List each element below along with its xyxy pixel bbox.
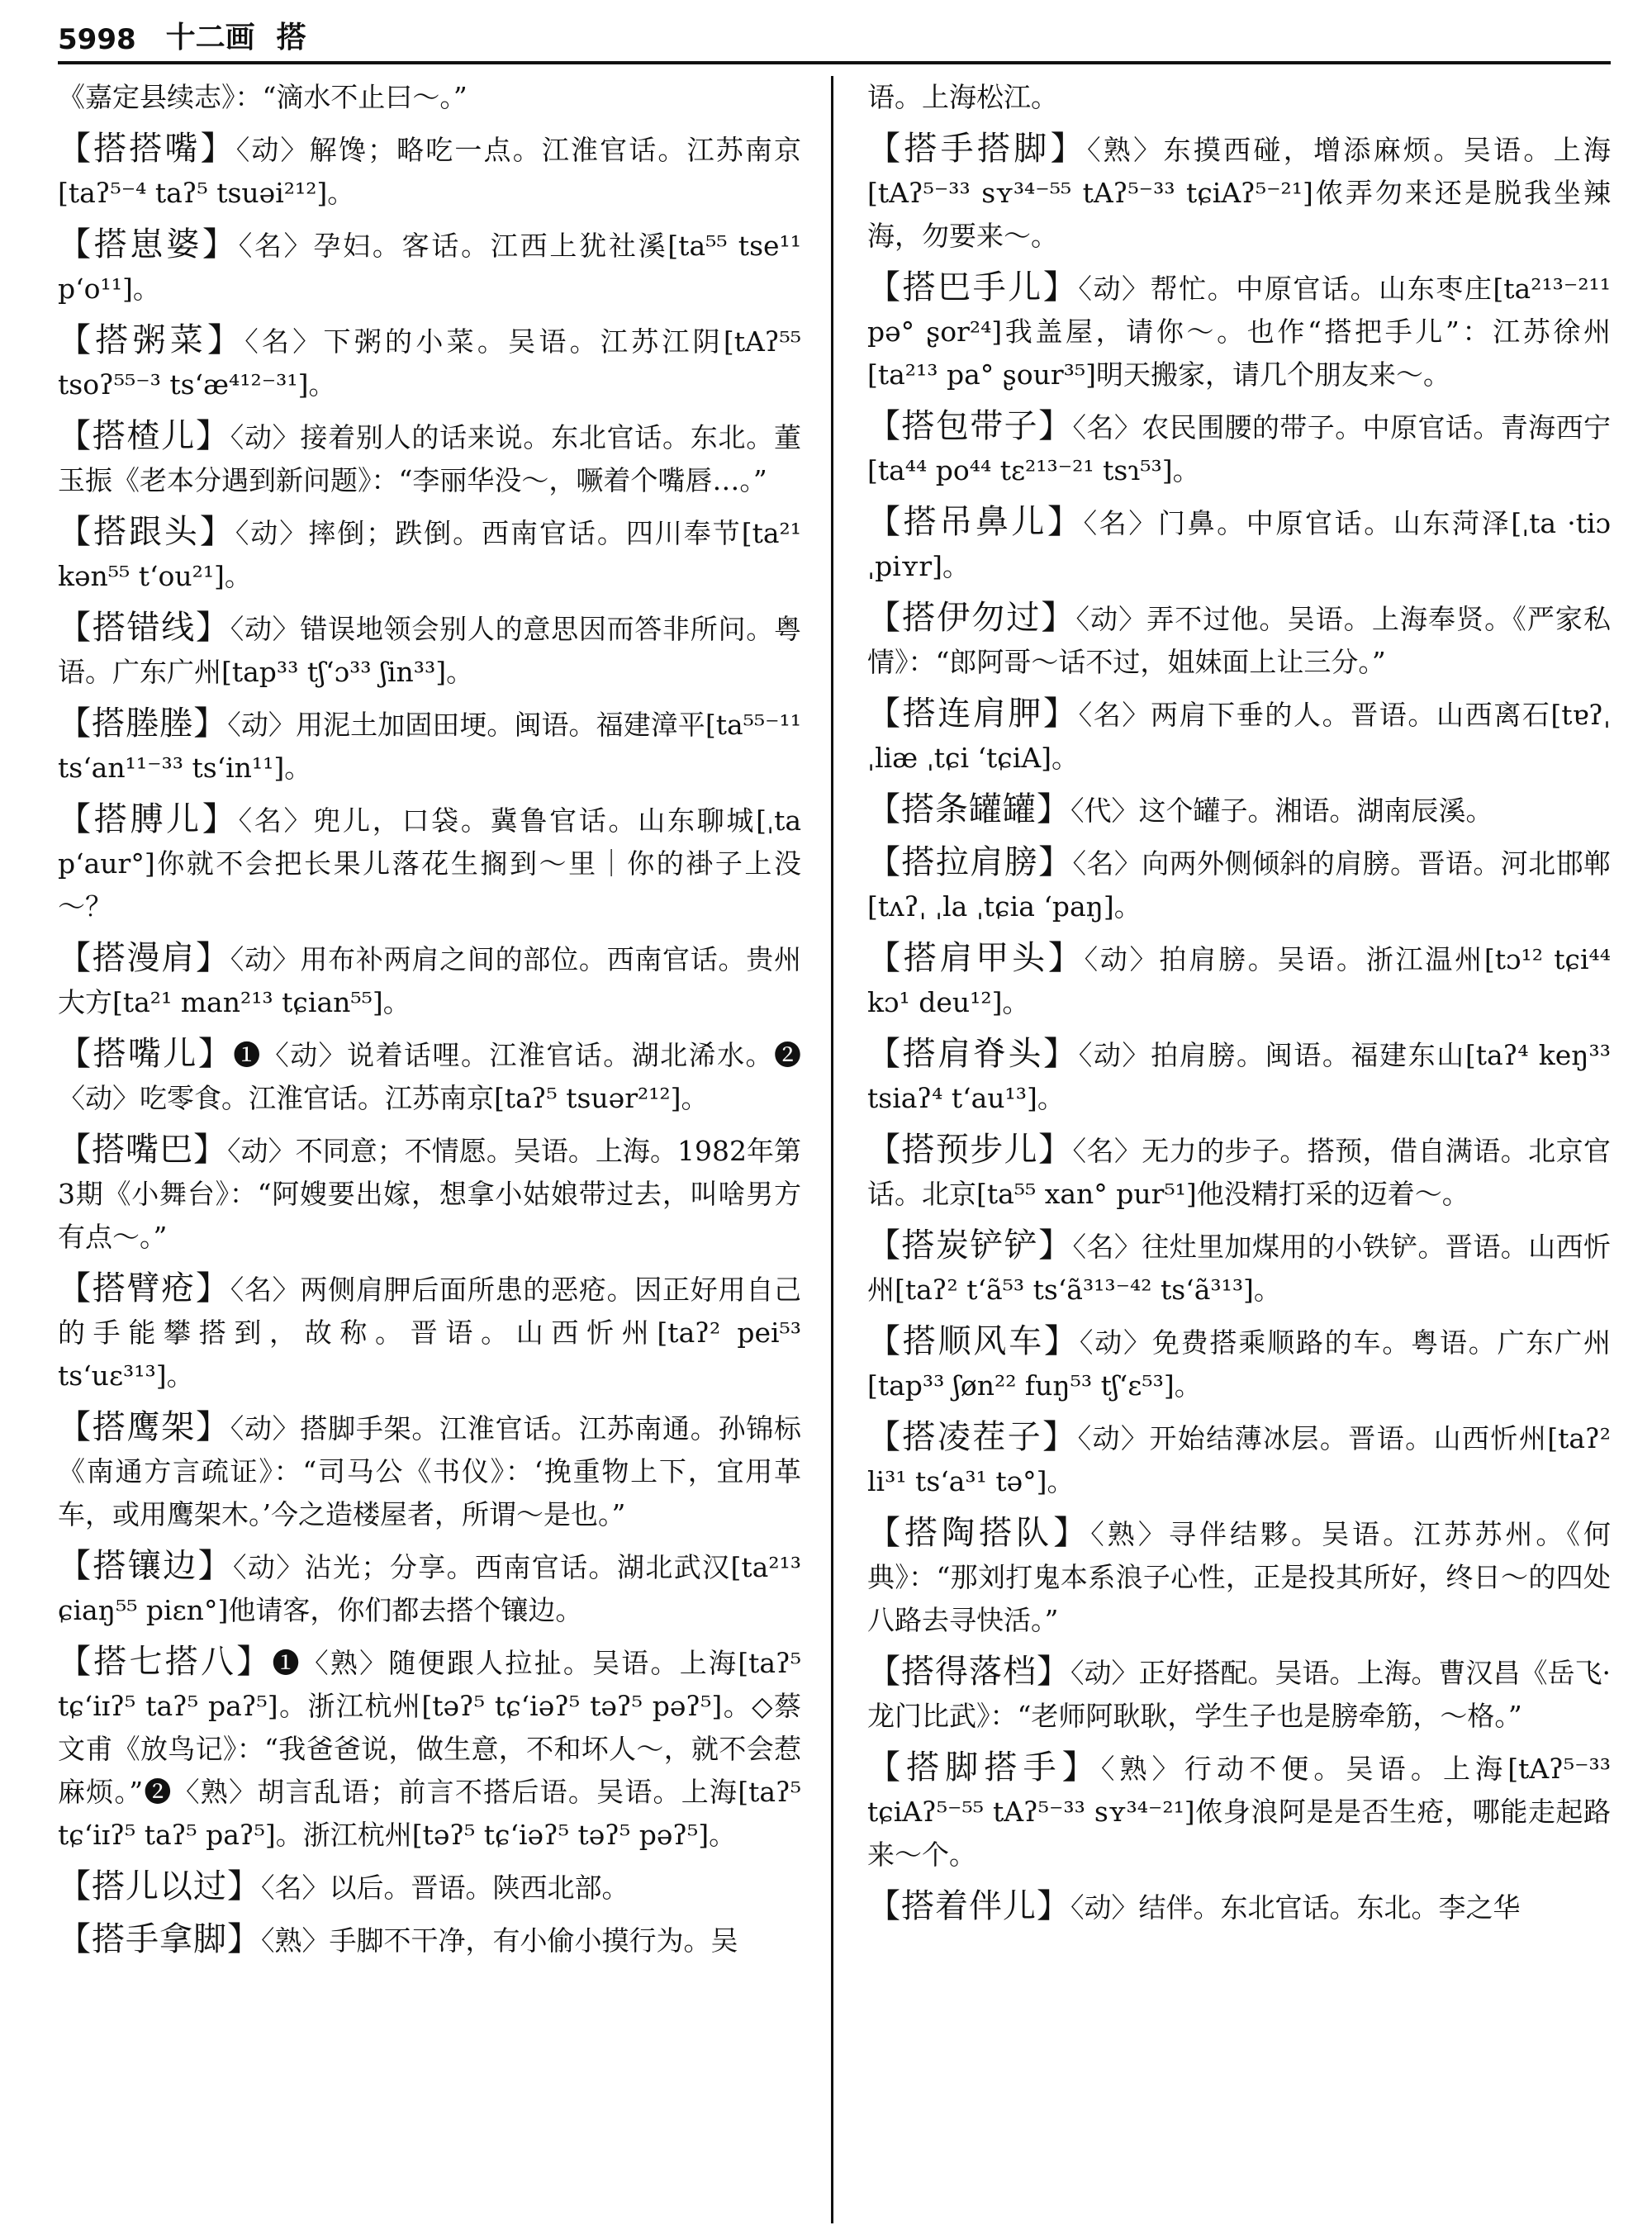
- entry-definition: 〈名〉往灶里加煤用的小铁铲。晋语。山西忻州[taʔ² t‘ã⁵³ ts‘ã³¹³⁻⁴² ts‘ã³¹³]。: [867, 1231, 1611, 1306]
- entry-headword: 【搭着伴儿】: [867, 1887, 1070, 1925]
- entry-headword: 【搭臂疮】: [58, 1269, 230, 1307]
- right-column: [867, 76, 1611, 2223]
- dictionary-entry: [867, 1128, 1611, 1216]
- dictionary-entry: [867, 788, 1611, 833]
- dictionary-entry: [867, 1746, 1611, 1877]
- entry-headword: 【搭嘴儿】: [58, 1035, 234, 1073]
- dictionary-entry: [867, 266, 1611, 396]
- entry-definition: 〈动〉沾光；分享。西南官话。湖北武汉[ta²¹³ ɕiaŋ⁵⁵ piɛn°]他请客，你们都去搭个镶边。: [58, 1551, 801, 1626]
- dictionary-entry: [58, 223, 801, 311]
- entry-definition: 〈动〉免费搭乘顺路的车。粤语。广东广州[tap³³ ʃøn²² fuŋ⁵³ tʃ‘ɛ⁵³]。: [867, 1326, 1611, 1402]
- page-header: [58, 15, 1611, 64]
- entry-headword: 【搭肩脊头】: [867, 1035, 1079, 1073]
- entry-definition: 〈名〉无力的步子。搭预，借自满语。北京官话。北京[ta⁵⁵ xan° pur⁵¹]他没精打采的迈着～。: [867, 1135, 1611, 1210]
- entry-definition: 〈熟〉东摸西碰，增添麻烦。吴语。上海[tAʔ⁵⁻³³ sʏ³⁴⁻⁵⁵ tAʔ⁵⁻³³ tɕiAʔ⁵⁻²¹]侬弄勿来还是脱我坐辣海，勿要来～。: [867, 134, 1611, 252]
- entry-headword: 【搭条罐罐】: [867, 790, 1070, 828]
- entry-definition: 〈名〉向两外侧倾斜的肩膀。晋语。河北邯郸[tʌʔˌ ˌla ˌtɕia ‘paŋ]。: [867, 847, 1611, 923]
- section-character: 搭: [276, 20, 306, 55]
- dictionary-entry: [58, 1267, 801, 1397]
- dictionary-entry: [867, 1511, 1611, 1642]
- entry-headword: 【搭巴手儿】: [867, 268, 1079, 306]
- entry-definition: 〈动〉用泥土加固田埂。闽语。福建漳平[ta⁵⁵⁻¹¹ ts‘an¹¹⁻³³ ts‘in¹¹]。: [58, 709, 801, 784]
- entry-definition: 〈动〉拍肩膀。闽语。福建东山[taʔ⁴ keŋ³³ tsiaʔ⁴ t‘au¹³]。: [867, 1039, 1611, 1114]
- entry-definition: 〈名〉两侧肩胛后面所患的恶疮。因正好用自己的手能攀搭到，故称。晋语。山西忻州[taʔ² pei⁵³ ts‘uɛ³¹³]。: [58, 1274, 801, 1392]
- entry-headword: 【搭凌茬子】: [867, 1418, 1078, 1456]
- left-column: [58, 76, 801, 2223]
- dictionary-entry: [867, 1885, 1611, 1929]
- entry-headword: 【搭伊勿过】: [867, 599, 1076, 637]
- entry-definition: 〈熟〉行动不便。吴语。上海[tAʔ⁵⁻³³ tɕiAʔ⁵⁻⁵⁵ tAʔ⁵⁻³³ sʏ³⁴⁻²¹]侬身浪阿是是否生疮，哪能走起路来～个。: [867, 1753, 1611, 1871]
- entry-headword: 【搭镶边】: [58, 1547, 233, 1585]
- dictionary-entry: [867, 1416, 1611, 1503]
- entry-definition: 语。上海松江。: [867, 81, 1058, 113]
- dictionary-entry: [867, 1650, 1611, 1738]
- entry-definition: 〈动〉结伴。东北官话。东北。李之华: [1070, 1891, 1521, 1924]
- entry-definition: 〈动〉摔倒；跌倒。西南官话。四川奉节[ta²¹ kən⁵⁵ t‘ou²¹]。: [58, 517, 801, 592]
- entry-definition: 〈动〉正好搭配。吴语。上海。曹汉昌《岳飞·龙门比武》：“老师阿耿耿，学生子也是膀牵筋，～格。”: [867, 1657, 1611, 1732]
- entry-headword: 【搭肩甲头】: [867, 939, 1085, 977]
- entry-definition: 〈名〉孕妇。客话。江西上犹社溪[ta⁵⁵ tse¹¹ p‘o¹¹]。: [58, 230, 801, 305]
- dictionary-entry: [867, 501, 1611, 588]
- entry-headword: 【搭连肩胛】: [867, 695, 1079, 733]
- entry-headword: 【搭跟头】: [58, 513, 235, 551]
- dictionary-entry: [867, 937, 1611, 1024]
- dictionary-entry: [58, 702, 801, 790]
- entry-definition: 〈名〉门鼻。中原官话。山东菏泽[ˌta ·tiɔ ˌpiʏr]。: [867, 507, 1611, 582]
- entry-definition: 〈名〉两肩下垂的人。晋语。山西离石[tɐʔˌ ˌliæ ˌtɕi ‘tɕiA]。: [867, 699, 1611, 774]
- dictionary-entry: [867, 405, 1611, 492]
- dictionary-entry: [867, 76, 1611, 119]
- entry-definition: ❶〈熟〉随便跟人拉扯。吴语。上海[taʔ⁵ tɕ‘iɪʔ⁵ taʔ⁵ paʔ⁵]。浙江杭州[təʔ⁵ tɕ‘iəʔ⁵ təʔ⁵ pəʔ⁵]。◇蔡文甫《放鸟记》：“我爸爸说，做生意，不和坏人～，就不会惹麻烦。”❷〈熟〉胡言乱语；前言不搭后语。吴语。上海[taʔ⁵ tɕ‘iɪʔ⁵ taʔ⁵ paʔ⁵]。浙江杭州[təʔ⁵ tɕ‘iəʔ⁵ təʔ⁵ pəʔ⁵]。: [58, 1647, 801, 1851]
- dictionary-entry: [867, 1320, 1611, 1407]
- entry-headword: 【搭漫肩】: [58, 939, 230, 977]
- entry-definition: 〈熟〉手脚不干净，有小偷小摸行为。吴: [261, 1924, 738, 1957]
- section-label: 十二画: [165, 20, 255, 55]
- dictionary-entry: [58, 1128, 801, 1259]
- entry-headword: 【搭陶搭队】: [867, 1514, 1091, 1552]
- entry-headword: 【搭鹰架】: [58, 1408, 230, 1446]
- entry-definition: 〈动〉错误地领会别人的意思因而答非所问。粤语。广东广州[tap³³ tʃ‘ɔ³³ ʃin³³]。: [58, 613, 801, 688]
- entry-headword: 【搭预步儿】: [867, 1131, 1073, 1169]
- dictionary-entry: [58, 1918, 801, 1962]
- dictionary-entry: [867, 1224, 1611, 1312]
- entry-definition: 〈名〉农民围腰的带子。中原官话。青海西宁[ta⁴⁴ po⁴⁴ tɛ²¹³⁻²¹ tsɿ⁵³]。: [867, 411, 1611, 486]
- dictionary-entry: [58, 1640, 801, 1857]
- dictionary-entry: [867, 841, 1611, 928]
- entry-definition: 《嘉定县续志》：“滴水不止曰～。”: [58, 81, 468, 113]
- dictionary-entry: [58, 1406, 801, 1536]
- dictionary-entry: [58, 1865, 801, 1910]
- entry-headword: 【搭嘴巴】: [58, 1131, 228, 1169]
- entry-headword: 【搭手搭脚】: [867, 130, 1087, 168]
- entry-headword: 【搭搭嘴】: [58, 130, 236, 168]
- entry-headword: 【搭脚搭手】: [867, 1748, 1101, 1786]
- entry-headword: 【搭粥菜】: [58, 321, 245, 359]
- dictionary-entry: [58, 798, 801, 928]
- dictionary-entry: [58, 319, 801, 406]
- dictionary-entry: [58, 1032, 801, 1120]
- column-divider: [831, 76, 833, 2223]
- entry-headword: 【搭错线】: [58, 609, 230, 647]
- dictionary-entry: [867, 596, 1611, 684]
- entry-definition: 〈动〉开始结薄冰层。晋语。山西忻州[taʔ² li³¹ ts‘a³¹ tə°]。: [867, 1422, 1611, 1497]
- dictionary-entry: [58, 76, 801, 119]
- entry-definition: 〈动〉帮忙。中原官话。山东枣庄[ta²¹³⁻²¹¹ pə° ʂor²⁴]我盖屋，请你～。也作“搭把手儿”：江苏徐州[ta²¹³ pa° ʂour³⁵]明天搬家，请几个朋友来～。: [867, 273, 1611, 391]
- entry-definition: 〈动〉搭脚手架。江淮官话。江苏南通。孙锦标《南通方言疏证》：“司马公《书仪》：‘挽重物上下，宜用革车，或用鹰架木。’今之造楼屋者，所谓～是也。”: [58, 1412, 801, 1530]
- entry-definition: 〈名〉以后。晋语。陕西北部。: [261, 1872, 629, 1904]
- entry-definition: 〈动〉用布补两肩之间的部位。西南官话。贵州大方[ta²¹ man²¹³ tɕian⁵⁵]。: [58, 943, 801, 1018]
- entry-headword: 【搭得落档】: [867, 1653, 1070, 1691]
- dictionary-entry: [58, 1544, 801, 1632]
- entry-headword: 【搭膊儿】: [58, 800, 239, 838]
- dictionary-entry: [58, 606, 801, 694]
- entry-headword: 【搭顺风车】: [867, 1322, 1080, 1360]
- dictionary-entry: [58, 127, 801, 215]
- entry-definition: 〈动〉不同意；不情愿。吴语。上海。1982年第3期《小舞台》：“阿嫂要出嫁，想拿小姑娘带过去，叫啥男方有点～。”: [58, 1135, 801, 1253]
- entry-definition: 〈熟〉寻伴结夥。吴语。江苏苏州。《何典》：“那刘打鬼本系浪子心性，正是投其所好，终日～的四处八路去寻快活。”: [867, 1518, 1611, 1636]
- entry-definition: 〈代〉这个罐子。湘语。湖南辰溪。: [1070, 795, 1493, 827]
- page-number: 5998: [58, 23, 136, 56]
- entry-headword: 【搭包带子】: [867, 407, 1073, 445]
- dictionary-entry: [867, 127, 1611, 258]
- entry-headword: 【搭吊鼻儿】: [867, 503, 1084, 541]
- entry-headword: 【搭塍塍】: [58, 705, 228, 743]
- entry-headword: 【搭儿以过】: [58, 1867, 261, 1905]
- entry-definition: 〈动〉接着别人的话来说。东北官话。东北。董玉振《老本分遇到新问题》：“李丽华没～，噘着个嘴唇…。”: [58, 421, 801, 496]
- entry-definition: ❶〈动〉说着话哩。江淮官话。湖北浠水。❷〈动〉吃零食。江淮官话。江苏南京[taʔ⁵ tsuər²¹²]。: [58, 1039, 801, 1114]
- entry-headword: 【搭七搭八】: [58, 1643, 273, 1681]
- entry-headword: 【搭手拿脚】: [58, 1920, 261, 1958]
- entry-headword: 【搭炭铲铲】: [867, 1226, 1073, 1264]
- dictionary-entry: [867, 1032, 1611, 1120]
- entry-definition: 〈动〉拍肩膀。吴语。浙江温州[tɔ¹² tɕi⁴⁴ kɔ¹ deu¹²]。: [867, 943, 1611, 1018]
- entry-definition: 〈动〉解馋；略吃一点。江淮官话。江苏南京[taʔ⁵⁻⁴ taʔ⁵ tsuəi²¹²]。: [58, 134, 801, 209]
- dictionary-entry: [58, 510, 801, 598]
- dictionary-entry: [58, 415, 801, 502]
- entry-definition: 〈动〉弄不过他。吴语。上海奉贤。《严家私情》：“郎阿哥～话不过，姐妹面上让三分。”: [867, 603, 1611, 678]
- dictionary-entry: [867, 692, 1611, 780]
- dictionary-entry: [58, 937, 801, 1024]
- entry-headword: 【搭崽婆】: [58, 225, 239, 263]
- entry-definition: 〈名〉下粥的小菜。吴语。江苏江阴[tAʔ⁵⁵ tsoʔ⁵⁵⁻³ ts‘æ⁴¹²⁻³¹]。: [58, 325, 801, 401]
- entry-headword: 【搭拉肩膀】: [867, 843, 1073, 881]
- entry-definition: 〈名〉兜儿，口袋。冀鲁官话。山东聊城[ˌta p‘aur°]你就不会把长果儿落花生搁到～里｜你的褂子上没～？: [58, 804, 801, 923]
- entry-headword: 【搭楂儿】: [58, 417, 230, 455]
